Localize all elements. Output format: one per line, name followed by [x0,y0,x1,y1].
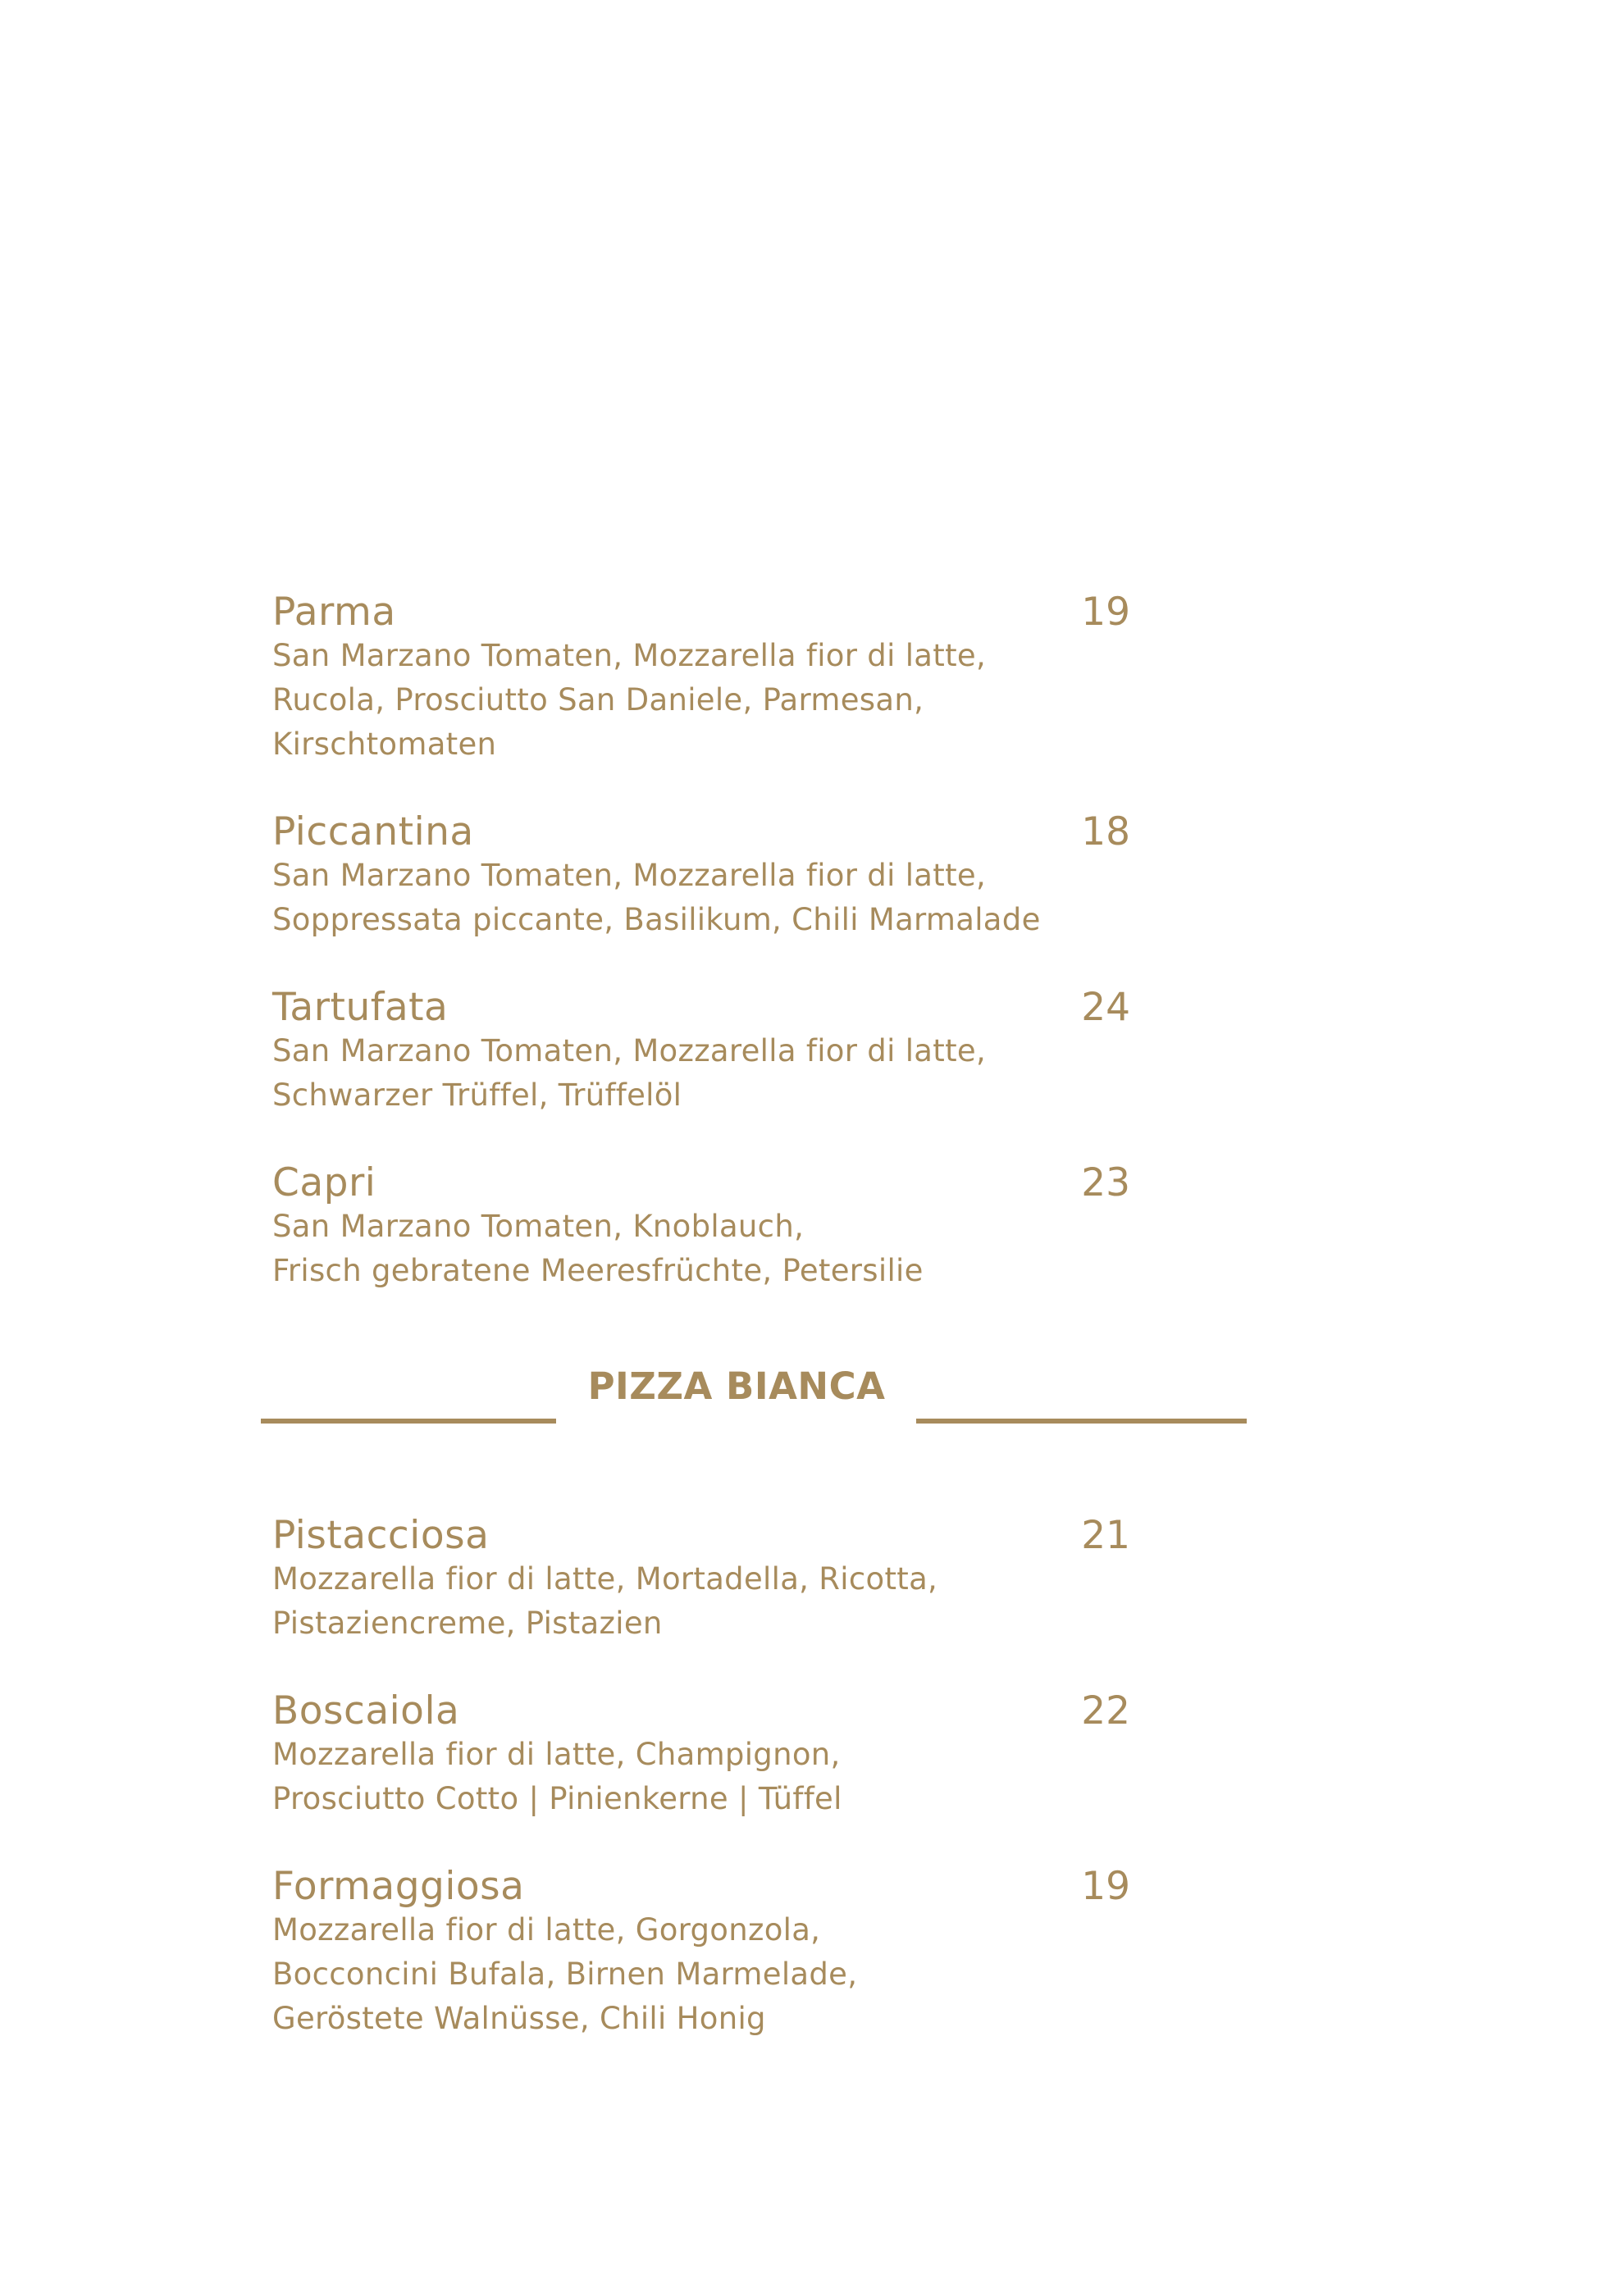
heading-rule-left [261,1419,556,1424]
description-line: Frisch gebratene Meeresfrüchte, Petersilie [272,1253,924,1288]
description-line: Mozzarella fior di latte, Mortadella, Ricotta, [272,1561,938,1597]
item-price: 19 [1081,590,1130,635]
item-name: Tartufata [272,985,449,1030]
item-description [272,634,1142,767]
item-description [272,1029,1142,1118]
item-description [272,1908,1142,2041]
description-line: San Marzano Tomaten, Mozzarella fior di latte, [272,858,987,893]
description-line: Prosciutto Cotto | Pinienkerne | Tüffel [272,1781,842,1816]
item-name: Formaggiosa [272,1864,525,1909]
item-price: 19 [1081,1864,1130,1909]
item-price: 24 [1081,985,1130,1030]
description-line: Rucola, Prosciutto San Daniele, Parmesan, [272,682,924,718]
description-line: Pistaziencreme, Pistazien [272,1606,663,1641]
section-heading-pizza-bianca: PIZZA BIANCA [587,1364,886,1408]
item-name: Boscaiola [272,1688,460,1733]
item-price: 21 [1081,1513,1130,1558]
description-line: San Marzano Tomaten, Mozzarella fior di latte, [272,1033,987,1068]
item-description [272,854,1142,942]
heading-rule-right [916,1419,1247,1424]
description-line: Geröstete Walnüsse, Chili Honig [272,2001,766,2036]
description-line: Kirschtomaten [272,727,497,762]
item-price: 23 [1081,1160,1130,1205]
description-line: San Marzano Tomaten, Knoblauch, [272,1209,805,1244]
description-line: Mozzarella fior di latte, Gorgonzola, [272,1912,821,1947]
item-name: Parma [272,590,396,635]
item-name: Pistacciosa [272,1513,490,1558]
description-line: Schwarzer Trüffel, Trüffelöl [272,1077,682,1113]
item-description [272,1733,1142,1821]
description-line: San Marzano Tomaten, Mozzarella fior di latte, [272,638,987,673]
item-name: Capri [272,1160,376,1205]
item-description [272,1557,1142,1646]
item-name: Piccantina [272,809,474,854]
description-line: Bocconcini Bufala, Birnen Marmelade, [272,1957,858,1992]
description-line: Soppressata piccante, Basilikum, Chili Marmalade [272,902,1041,937]
description-line: Mozzarella fior di latte, Champignon, [272,1737,841,1772]
item-price: 18 [1081,809,1130,854]
item-description [272,1205,1142,1293]
item-price: 22 [1081,1688,1130,1733]
